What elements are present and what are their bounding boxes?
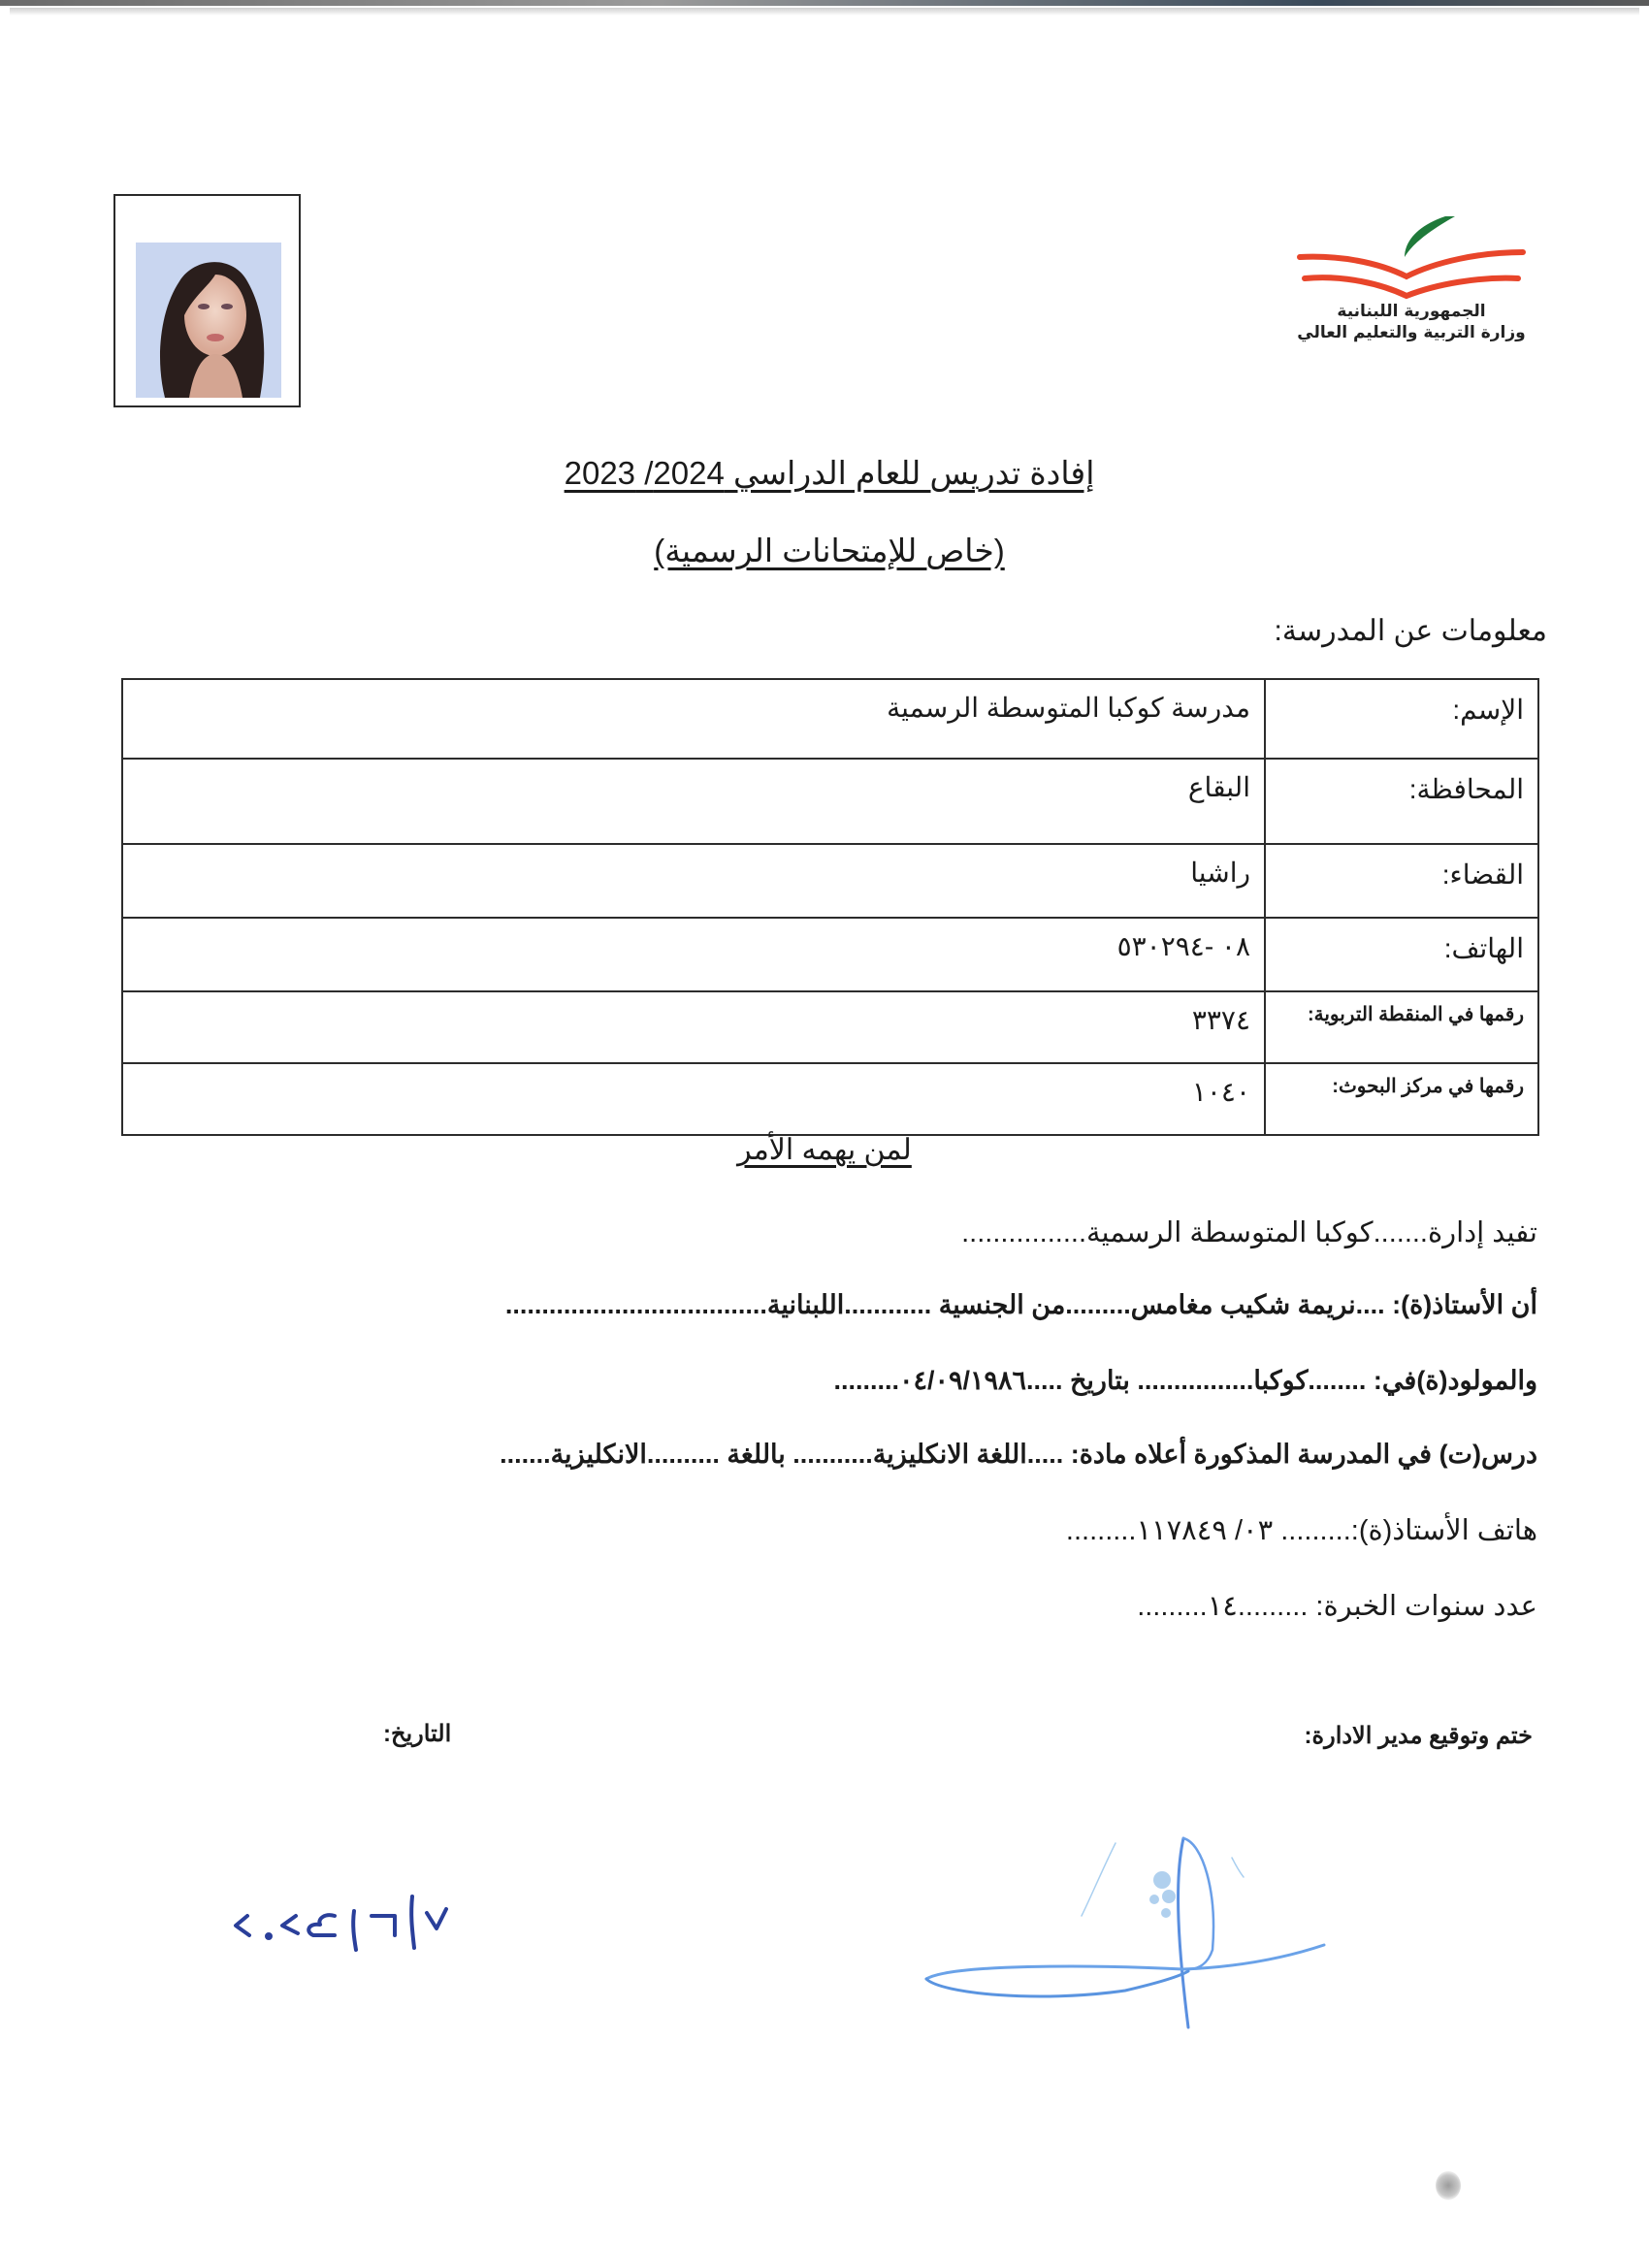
ministry-logo	[1280, 209, 1542, 354]
signature-label: ختم وتوقيع مدير الادارة:	[1304, 1723, 1533, 1749]
school-info-table	[121, 678, 1539, 1136]
letter-line-birth: والمولود(ة)في: ........كوكبا................ بتاريخ .....٠٤/٠٩/١٩٨٦.........	[833, 1366, 1537, 1395]
row-value-phone: ٠٨ -٥٣٠٢٩٤	[122, 918, 1265, 991]
row-value-district: راشيا	[122, 844, 1265, 918]
letter-line-teacher-name: أن الأستاذ(ة): ....نريمة شكيب مغامس.........من الجنسية ............اللبنانية....................................	[504, 1290, 1537, 1319]
row-key-name: الإسم:	[1265, 679, 1538, 759]
row-key-research-center-number: رقمها في مركز البحوث:	[1265, 1063, 1538, 1135]
logo-ministry-text: وزارة التربية والتعليم العالي	[1297, 323, 1526, 342]
row-value-research-center-number: ١٠٤٠	[122, 1063, 1265, 1135]
person-photo-icon	[136, 243, 281, 398]
school-info-heading: معلومات عن المدرسة:	[1274, 615, 1547, 647]
handwritten-date	[228, 1882, 519, 1960]
table-row	[122, 918, 1538, 991]
row-key-governorate: المحافظة:	[1265, 759, 1538, 844]
signature-icon	[892, 1804, 1339, 2037]
row-value-regional-number: ٣٣٧٤	[122, 991, 1265, 1063]
table-row	[122, 1063, 1538, 1135]
handwritten-date-icon	[228, 1882, 519, 1960]
row-key-district: القضاء:	[1265, 844, 1538, 918]
date-label: التاريخ:	[383, 1721, 452, 1747]
scan-shadow	[10, 8, 1639, 16]
row-key-phone: الهاتف:	[1265, 918, 1538, 991]
director-signature-stamp	[892, 1804, 1339, 2037]
logo-republic-text: الجمهورية اللبنانية	[1337, 302, 1486, 321]
letter-line-experience: عدد سنوات الخبرة: .........١٤.........	[1137, 1591, 1537, 1622]
letter-line-teacher-phone: هاتف الأستاذ(ة):......... ٠٣/ ١١٧٨٤٩.........	[1065, 1515, 1537, 1546]
table-row	[122, 844, 1538, 918]
row-key-regional-number: رقمها في المنقطة التربوية:	[1265, 991, 1538, 1063]
letter-line-administration: تفيد إدارة.......كوكبا المتوسطة الرسمية................	[961, 1217, 1537, 1248]
book-leaf-logo-icon	[1290, 209, 1533, 301]
scan-smudge	[1436, 2171, 1461, 2200]
document-title: إفادة تدريس للعام الدراسي 2024/ 2023	[564, 455, 1095, 491]
id-photo-frame	[113, 194, 301, 407]
document-subtitle: (خاص للإمتحانات الرسمية)	[654, 533, 1005, 568]
table-row	[122, 991, 1538, 1063]
addressee-heading: لمن يهمه الأمر	[737, 1134, 912, 1166]
table-row	[122, 759, 1538, 844]
table-row	[122, 679, 1538, 759]
letter-line-subject: درس(ت) في المدرسة المذكورة أعلاه مادة: .....اللغة الانكليزية........... باللغة ..........الانكليزية.......	[500, 1440, 1537, 1469]
row-value-governorate: البقاع	[122, 759, 1265, 844]
row-value-name: مدرسة كوكبا المتوسطة الرسمية	[122, 679, 1265, 759]
scan-top-edge	[0, 0, 1649, 6]
